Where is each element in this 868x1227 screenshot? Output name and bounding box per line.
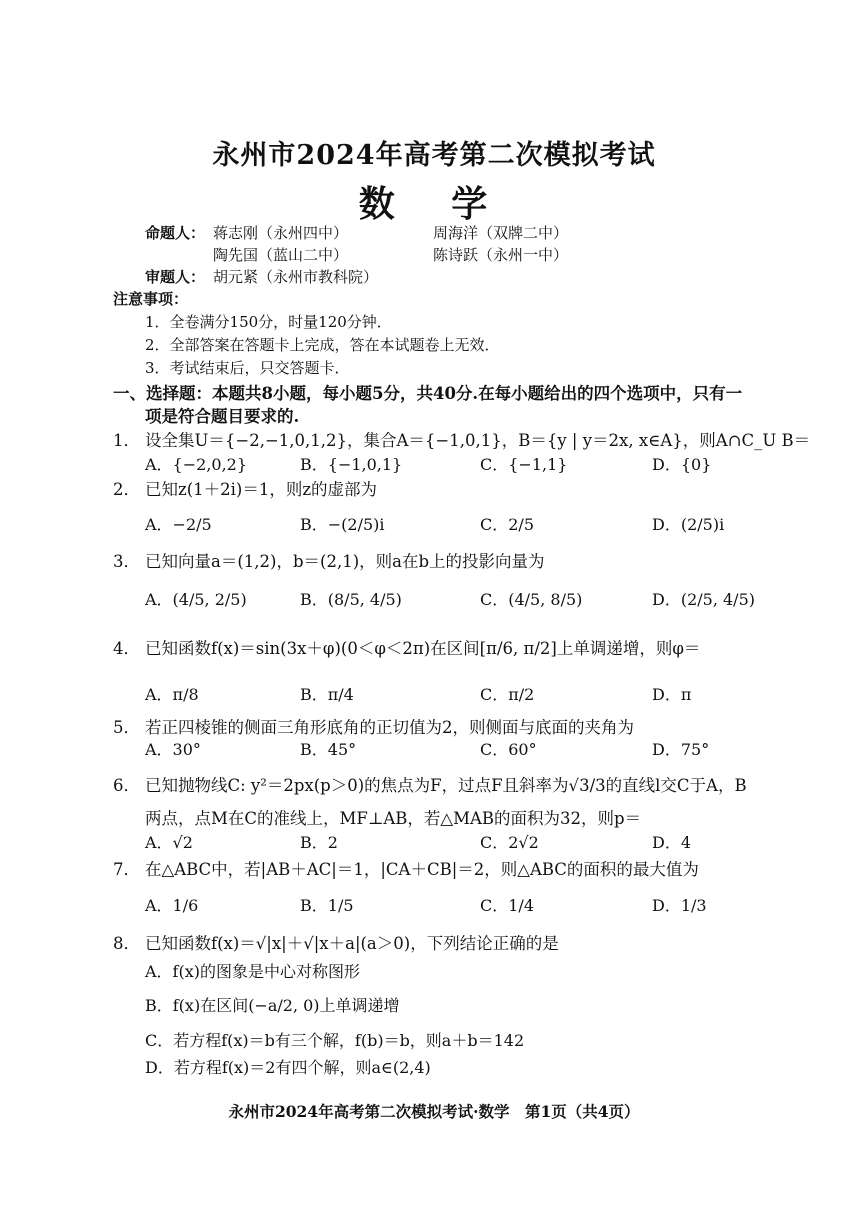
q1-option-c: C．{−1,1} xyxy=(480,455,568,474)
q4-stem: 已知函数f(x)＝sin(3x＋φ)(0＜φ＜2π)在区间[π/6, π/2]上单调递增，则φ＝ xyxy=(145,639,701,658)
q4-option-a: A．π/8 xyxy=(145,685,199,704)
q1-option-b: B．{−1,0,1} xyxy=(300,455,403,474)
setter-1: 蒋志刚（永州四中） xyxy=(213,224,349,242)
q6-option-c: C．2√2 xyxy=(480,833,539,852)
exam-title: 永州市2024年高考第二次模拟考试 xyxy=(212,140,656,171)
notes-heading: 注意事项： xyxy=(113,290,189,308)
q1-option-d: D．{0} xyxy=(652,455,712,474)
section1-line2: 项是符合题目要求的. xyxy=(145,407,300,426)
q2-option-a: A．−2/5 xyxy=(145,515,212,534)
q3-option-d: D．(2/5, 4/5) xyxy=(652,590,755,609)
q8-num: 8． xyxy=(113,934,140,953)
q7-option-d: D．1/3 xyxy=(652,896,707,915)
q1-num: 1． xyxy=(113,431,140,450)
note-2: 2．全部答案在答题卡上完成，答在本试题卷上无效． xyxy=(145,336,500,354)
note-1: 1．全卷满分150分，时量120分钟． xyxy=(145,313,392,331)
q6-stem-line2: 两点，点M在C的准线上，MF⊥AB，若△MAB的面积为32，则p＝ xyxy=(145,809,642,828)
setter-4: 陈诗跃（永州一中） xyxy=(433,246,569,264)
q6-stem-line1: 已知抛物线C: y²＝2px(p＞0)的焦点为F，过点F且斜率为√3/3的直线l交C于A，B xyxy=(145,776,747,795)
q2-stem: 已知z(1＋2i)＝1，则z的虚部为 xyxy=(145,480,378,499)
reviewer-label: 审题人： xyxy=(145,268,206,286)
q1-option-a: A．{−2,0,2} xyxy=(145,455,248,474)
subject-title: 数 学 xyxy=(358,183,510,225)
q2-option-c: C．2/5 xyxy=(480,515,534,534)
section1-line1: 一、选择题：本题共8小题，每小题5分，共40分.在每小题给出的四个选项中，只有一 xyxy=(113,384,743,403)
q8-option-d: D．若方程f(x)＝2有四个解，则a∈(2,4) xyxy=(145,1058,431,1077)
note-3: 3．考试结束后，只交答题卡． xyxy=(145,359,350,377)
q3-option-c: C．(4/5, 8/5) xyxy=(480,590,583,609)
q3-option-b: B．(8/5, 4/5) xyxy=(300,590,402,609)
q5-option-a: A．30° xyxy=(145,740,201,759)
q5-option-b: B．45° xyxy=(300,740,357,759)
q7-option-a: A．1/6 xyxy=(145,896,199,915)
q8-option-a: A．f(x)的图象是中心对称图形 xyxy=(145,962,360,981)
setter-3: 陶先国（蓝山二中） xyxy=(213,246,349,264)
q4-num: 4． xyxy=(113,639,140,658)
q3-num: 3． xyxy=(113,552,140,571)
q5-num: 5． xyxy=(113,718,140,737)
q4-option-d: D．π xyxy=(652,685,692,704)
reviewer: 胡元紧（永州市教科院） xyxy=(213,268,379,286)
q4-option-b: B．π/4 xyxy=(300,685,354,704)
q2-option-b: B．−(2/5)i xyxy=(300,515,385,534)
q8-option-c: C．若方程f(x)＝b有三个解，f(b)＝b，则a＋b＝142 xyxy=(145,1031,525,1050)
q3-option-a: A．(4/5, 2/5) xyxy=(145,590,247,609)
q8-option-b: B．f(x)在区间(−a/2, 0)上单调递增 xyxy=(145,996,400,1015)
q4-option-c: C．π/2 xyxy=(480,685,535,704)
q8-stem: 已知函数f(x)＝√|x|＋√|x＋a|(a＞0)，下列结论正确的是 xyxy=(145,934,559,953)
q5-option-d: D．75° xyxy=(652,740,710,759)
q7-option-b: B．1/5 xyxy=(300,896,354,915)
q7-num: 7． xyxy=(113,860,140,879)
q3-stem: 已知向量a＝(1,2)，b＝(2,1)，则a在b上的投影向量为 xyxy=(145,552,545,571)
q1-stem: 设全集U＝{−2,−1,0,1,2}，集合A＝{−1,0,1}，B＝{y | y＝2x, x∈A}，则A∩C_U B＝ xyxy=(145,431,811,450)
q6-num: 6． xyxy=(113,776,140,795)
q7-stem: 在△ABC中，若|AB＋AC|＝1，|CA＋CB|＝2，则△ABC的面积的最大值为 xyxy=(145,860,699,879)
q2-option-d: D．(2/5)i xyxy=(652,515,725,534)
q6-option-d: D．4 xyxy=(652,833,692,852)
q6-option-a: A．√2 xyxy=(145,833,193,852)
q7-option-c: C．1/4 xyxy=(480,896,534,915)
q5-option-c: C．60° xyxy=(480,740,537,759)
q6-option-b: B．2 xyxy=(300,833,338,852)
setter-label: 命题人： xyxy=(145,224,206,242)
q2-num: 2． xyxy=(113,480,140,499)
setter-2: 周海洋（双牌二中） xyxy=(433,224,569,242)
q5-stem: 若正四棱锥的侧面三角形底角的正切值为2，则侧面与底面的夹角为 xyxy=(145,718,634,737)
page-footer: 永州市2024年高考第二次模拟考试·数学 第1页（共4页） xyxy=(228,1102,640,1121)
